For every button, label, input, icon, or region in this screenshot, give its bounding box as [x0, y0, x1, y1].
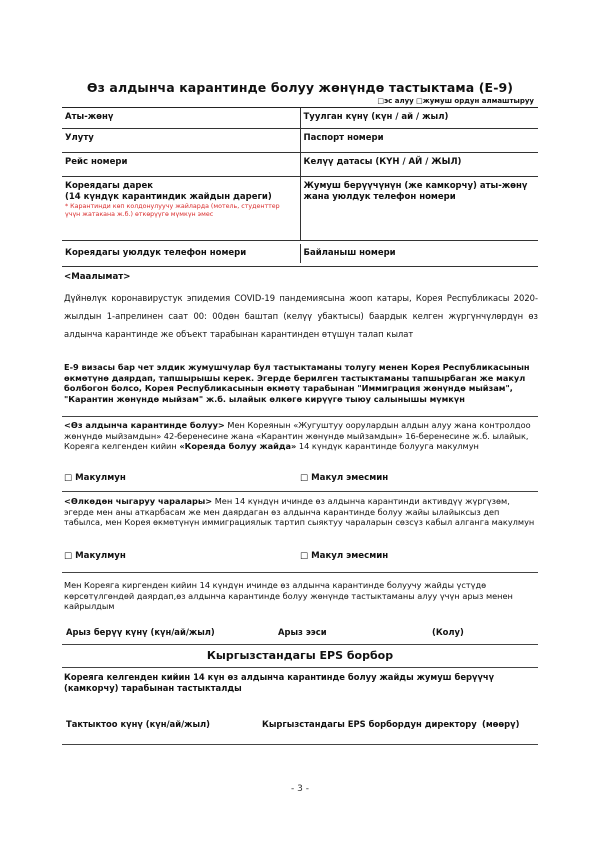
personal-info-form [62, 107, 538, 267]
nationality-field[interactable]: Улуту [62, 129, 301, 152]
purpose-checkboxes[interactable]: □эс алуу □жумуш ордун алмаштыруу [377, 97, 534, 105]
flight-field[interactable]: Рейс номери [62, 153, 301, 176]
agree-checkbox[interactable]: □ Макулмун [64, 473, 126, 483]
divider [62, 644, 538, 645]
divider [62, 744, 538, 745]
consent-text: Мен 14 күндүн ичинде өз алдынча карантинди активдүү жүргүзөм, эгерде мен аны аткарбасам же мен даярдаган өз алдынча карантинде болуу жайы ылайыксыз деп табылса, мен Корея өкмөтүнүн иммиграциялык тартип сыяктуу чараларын сөзсүз кабыл алганга макулмун [64, 496, 535, 528]
name-field[interactable]: Аты-жөнү [62, 108, 301, 128]
self-quarantine-consent [64, 420, 538, 452]
consent-text: Мен Кореянын «Жугуштуу оорулардын алдын алуу жана контролдоо жөнүндө мыйзамдын» 42-беренесине жана «Карантин жөнүндө мыйзамдын» 16-беренесине ж.б. ылайык, Кореяга келгенден кийин [64, 420, 531, 452]
eps-confirmation-text: Кореяга келгенден кийин 14 күн өз алдынча карантинде болуу жайды жумуш берүүчү (камкорчу) тарабынан тастыкталды [64, 672, 495, 694]
deportation-consent [64, 496, 538, 528]
address-note: * Карантинди көп колдонулуучу жайларда (мотель, студенттер үчүн жатакана ж.б.) өткөрүүгө мүмкүн эмес [65, 203, 280, 219]
consent-lead: <Өлкөдөн чыгаруу чаралары> [64, 496, 213, 506]
korea-phone-field[interactable]: Кореядагы уюлдук телефон номери [62, 244, 301, 263]
info-heading: <Маалымат> [64, 272, 131, 282]
korea-address-field[interactable] [62, 177, 301, 240]
disagree-checkbox[interactable]: □ Макул эмесмин [300, 473, 389, 483]
form-row [62, 129, 538, 153]
employer-field[interactable]: Жумуш берүүчүнүн (же камкорчу) аты-жөнү жана уюлдук телефон номери [303, 181, 528, 202]
birth-date-field[interactable]: Туулган күнү (күн / ай / жыл) [303, 112, 449, 122]
applicant-name-field[interactable]: Арыз ээси [278, 627, 327, 637]
divider [62, 491, 538, 492]
director-field[interactable]: Кыргызстандагы EPS борбордун директору [262, 719, 477, 729]
passport-field[interactable]: Паспорт номери [303, 133, 384, 143]
info-warning: E-9 визасы бар чет элдик жумушчулар бул тастыктаманы толугу менен Корея Республикасынын өкмөтүнө даярдап, тапшырышы керек. Эгерде берилген тастыктаманы тапшырбаган же макул болбогон болсо, Корея Республикасынын өкмөтү тарабынан "Иммиграция жөнүндө мыйзам", "Карантин жөнүндө мыйзам" ж.б. ылайык өлкөгө кирүүгө тыюу салынышы мүмкүн [64, 362, 530, 404]
consent-emphasis: «Кореяда болуу жайда» [179, 441, 297, 452]
arrival-date-field[interactable]: Келүү датасы (КҮН / АЙ / ЖЫЛ) [303, 157, 462, 167]
signature-field[interactable]: (Колу) [432, 627, 464, 637]
info-paragraph: Дүйнөлүк коронавирустук эпидемия COVID-19 пандемиясына жооп катары, Корея Республикасы 2020-жылдын 1-апрелинен саат 00: 00дөн баштап (келүү убактысы) баардык келген жүргүнчүлөрдүн өз алдынча карантинде же объект тарабынан карантинден өтүшүн талап кылат [64, 293, 538, 339]
consent-lead: <Өз алдынча карантинде болуу> [64, 420, 225, 430]
application-date-field[interactable]: Арыз берүү күнү (күн/ай/жыл) [66, 627, 215, 637]
form-row [62, 107, 538, 129]
page-number: - 3 - [291, 784, 309, 794]
page-title: Өз алдынча карантинде болуу жөнүндө тастыктама (E-9) [86, 80, 514, 95]
form-row [62, 177, 538, 241]
confirmation-date-field[interactable]: Тактыктоо күнү (күн/ай/жыл) [66, 719, 211, 729]
form-row [62, 241, 538, 267]
divider [62, 572, 538, 573]
form-row [62, 153, 538, 177]
address-sublabel: (14 күндүк карантиндик жайдын дареги) [65, 191, 272, 202]
eps-center-title: Кыргызстандагы EPS борбор [206, 649, 394, 662]
applicant-statement: Мен Кореяга киргенден кийин 14 күндүн ичинде өз алдынча карантинде болуучу жайды үстүдө көрсөтүлгөндөй даярдап,өз алдынча карантинде болуу жөнүндө тастыктаманы алуу үчүн арыз менен кайрылдым [64, 580, 513, 612]
agree-checkbox[interactable]: □ Макулмун [64, 551, 126, 561]
divider [62, 667, 538, 668]
consent-text-end: 14 күндүк карантинде болууга макулмун [296, 441, 479, 452]
contact-number-field[interactable]: Байланыш номери [303, 248, 396, 259]
seal-field[interactable]: (мөөрү) [482, 719, 520, 729]
divider [62, 416, 538, 417]
address-label: Кореядагы дарек [65, 181, 154, 191]
disagree-checkbox[interactable]: □ Макул эмесмин [300, 551, 389, 561]
